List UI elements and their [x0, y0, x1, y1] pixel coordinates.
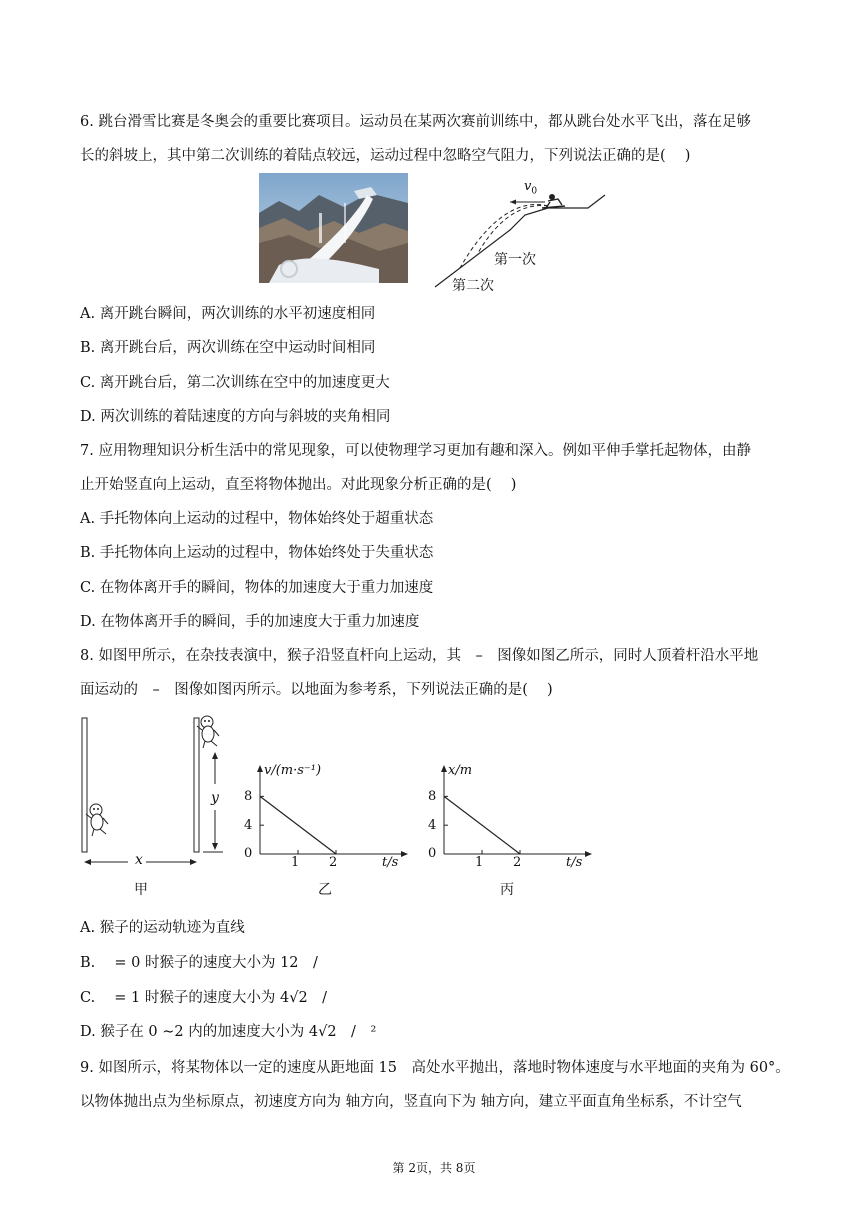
yi-y-axis-arrow [257, 765, 263, 772]
q6-stem-line-2: 长的斜坡上，其中第二次训练的着陆点较远，运动过程中忽略空气阻力，下列说法正确的是( ) [80, 148, 691, 164]
q6-option-b: B. 离开跳台后，两次训练在空中运动时间相同 [80, 340, 376, 356]
second-attempt-label: 第二次 [452, 278, 494, 294]
bing-x-tick-2: 2 [513, 855, 522, 870]
y-distance-label: y [211, 790, 219, 806]
q6-option-d: D. 两次训练的着陆速度的方向与斜坡的夹角相同 [80, 409, 391, 425]
bing-y-tick-8: 8 [428, 789, 437, 804]
q7-option-b: B. 手托物体向上运动的过程中，物体始终处于失重状态 [80, 545, 434, 561]
bing-y-axis-arrow [441, 765, 447, 772]
page-footer: 第 2页，共 8页 [392, 1161, 476, 1175]
bing-x-axis-arrow [585, 851, 592, 857]
yi-x-axis-arrow [401, 851, 408, 857]
q7-option-c: C. 在物体离开手的瞬间，物体的加速度大于重力加速度 [80, 580, 434, 596]
q8-option-d: D. 猴子在 0 ∼2 内的加速度大小为 4√2 / ² [80, 1024, 377, 1040]
figure-yi-caption: 乙 [318, 882, 332, 898]
bing-data-line [444, 796, 520, 854]
monkey-icon-bottom [86, 804, 108, 836]
yi-x-tick-1: 1 [291, 855, 300, 870]
first-attempt-label: 第一次 [494, 252, 536, 268]
bing-x-tick-1: 1 [475, 855, 484, 870]
bing-y-axis-label: x/m [448, 763, 473, 778]
bing-y-tick-4: 4 [428, 818, 437, 833]
q7-stem-line-1: 7. 应用物理知识分析生活中的常见现象，可以使物理学习更加有趣和深入。例如平伸手掌托起物体，由静 [80, 443, 751, 459]
q8-stem-line-1: 8. 如图甲所示，在杂技表演中，猴子沿竖直杆向上运动，其 – 图像如图乙所示，同时人顶着杆沿水平地 [80, 648, 759, 664]
yi-y-tick-4: 4 [244, 818, 253, 833]
yi-x-axis-label: t/s [382, 855, 399, 870]
q8-option-a: A. 猴子的运动轨迹为直线 [80, 920, 245, 936]
figure-bing-caption: 丙 [500, 882, 514, 898]
q8-stem-line-2: 面运动的 – 图像如图丙所示。以地面为参考系，下列说法正确的是( ) [80, 682, 553, 698]
q8-option-b: B. = 0 时猴子的速度大小为 12 / [80, 955, 318, 971]
yi-y-tick-0: 0 [244, 846, 253, 861]
ski-slope-diagram [430, 175, 610, 299]
yi-x-tick-2: 2 [329, 855, 338, 870]
q6-option-c: C. 离开跳台后，第二次训练在空中的加速度更大 [80, 375, 390, 391]
v0-label: $v_0$ [524, 179, 538, 197]
q7-stem-line-2: 止开始竖直向上运动，直至将物体抛出。对此现象分析正确的是( ) [80, 477, 517, 493]
x-distance-label: x [135, 852, 143, 868]
monkey-icon-top [197, 716, 219, 748]
yi-y-tick-8: 8 [244, 789, 253, 804]
q6-stem-line-1: 6. 跳台滑雪比赛是冬奥会的重要比赛项目。运动员在某两次赛前训练中，都从跳台处水平飞出，落在足够 [80, 114, 751, 130]
bing-x-axis-label: t/s [566, 855, 583, 870]
figure-jia-caption: 甲 [134, 882, 148, 898]
figure-yi [238, 757, 413, 901]
yi-y-axis-label: v/(m·s⁻¹) [264, 763, 322, 778]
q9-stem-line-1: 9. 如图所示，将某物体以一定的速度从距地面 15 高处水平抛出，落地时物体速度与水平地面的夹角为 60°。 [80, 1060, 790, 1076]
q6-option-a: A. 离开跳台瞬间，两次训练的水平初速度相同 [80, 306, 376, 322]
ski-jump-photo [259, 173, 408, 283]
yi-data-line [260, 796, 336, 854]
bing-y-tick-0: 0 [428, 846, 437, 861]
q7-option-a: A. 手托物体向上运动的过程中，物体始终处于超重状态 [80, 511, 434, 527]
q9-stem-line-2: 以物体抛出点为坐标原点，初速度方向为 轴方向，竖直向下为 轴方向，建立平面直角坐标系，不计空气 [80, 1094, 742, 1110]
q8-option-c: C. = 1 时猴子的速度大小为 4√2 / [80, 990, 328, 1006]
q7-option-d: D. 在物体离开手的瞬间，手的加速度大于重力加速度 [80, 614, 420, 630]
figure-jia [78, 712, 238, 906]
figure-bing [422, 757, 597, 901]
